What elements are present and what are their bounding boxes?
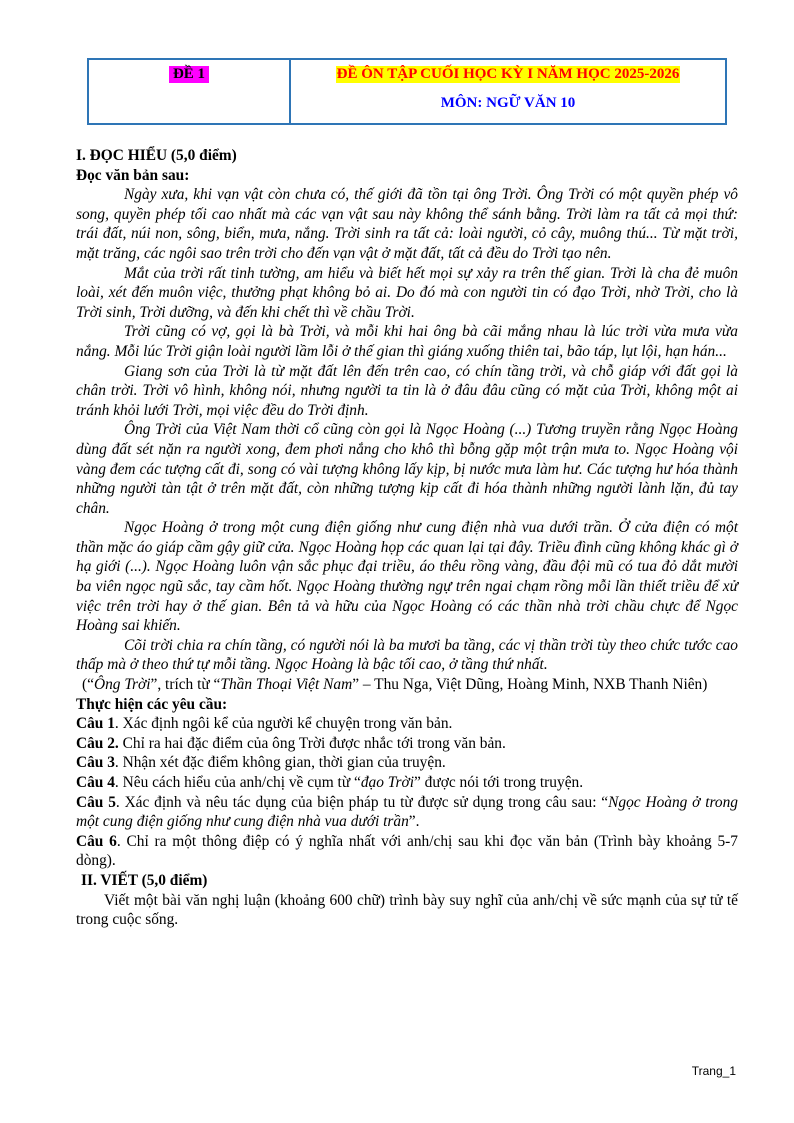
subject-label: MÔN: NGỮ VĂN 10 [440, 95, 576, 111]
question-3: Câu 3. Nhận xét đặc điểm không gian, thời gian của truyện. [76, 754, 446, 772]
question-5: Câu 5. Xác định và nêu tác dụng của biện pháp tu từ được sử dụng trong câu sau: “Ngọc Hoàng ở trong một cung điện giống như cung điện nhà vua dưới trần”. [76, 793, 738, 831]
story-paragraph: Trời cũng có vợ, gọi là bà Trời, và mỗi khi hai ông bà cãi mắng nhau là lúc trời vừa mưa vừa nắng. Mỗi lúc Trời giận loài người lầm lỗi ở thế gian thì giáng xuống thiên tai, bão táp, lụt lội, hạn hán... [76, 323, 738, 360]
section2-title: II. VIẾT (5,0 điểm) [81, 871, 208, 889]
story-paragraph: Giang sơn của Trời là từ mặt đất lên đến trên cao, có chín tầng trời, và chỗ giáp với đất gọi là chân trời. Trời vô hình, không nói, nhưng người ta tin là ở đâu đâu cũng có mặt của Trời, không một ai tránh khỏi lưới Trời, mọi việc đều do Trời định. [76, 362, 738, 419]
exam-title: ĐỀ ÔN TẬP CUỐI HỌC KỲ I NĂM HỌC 2025-2026 [336, 66, 680, 82]
page-number: Trang_1 [691, 1064, 736, 1078]
exam-tag: ĐỀ 1 [169, 66, 209, 83]
exam-tag-cell [88, 59, 290, 124]
section1-title: I. ĐỌC HIỂU (5,0 điểm) [76, 147, 237, 164]
source-book: Thần Thoại Việt Nam [220, 676, 353, 694]
tasks-label: Thực hiện các yêu cầu: [76, 695, 228, 713]
essay-prompt: Viết một bài văn nghị luận (khoảng 600 chữ) trình bày suy nghĩ của anh/chị về sức mạnh của sự tử tế trong cuộc sống. [76, 891, 738, 929]
source-title: Ông Trời [93, 676, 151, 694]
document-body [76, 146, 738, 930]
story-paragraph: Cõi trời chia ra chín tầng, có người nói là ba mươi ba tầng, các vị thần trời tùy theo chức tước cao thấp mà ở theo thứ tự mỗi tầng. Ngọc Hoàng là bậc tối cao, ở tầng thứ nhất. [76, 636, 738, 674]
question-6: Câu 6. Chỉ ra một thông điệp có ý nghĩa nhất với anh/chị sau khi đọc văn bản (Trình bày khoảng 5-7 dòng). [76, 832, 739, 870]
question-4: Câu 4. Nêu cách hiểu của anh/chị về cụm từ “đạo Trời” được nói tới trong truyện. [76, 774, 584, 791]
story-paragraph: Ông Trời của Việt Nam thời cổ cũng còn gọi là Ngọc Hoàng (...) Tương truyền rằng Ngọc Hoàng dùng đất sét nặn ra người xong, đem phơi nắng cho khô thì bỗng gặp một trận mưa to. Ngọc Hoàng vội vàng đem các tượng cất đi, song có vài tượng không lấy kịp, bị nước mưa làm hư. Các tượng hư hóa thành những người tàn tật ở trên mặt đất, còn những tượng kịp cất đi hóa thành những người lành lặn, đủ tay chân. [76, 421, 738, 517]
source-citation: (“Ông Trời”, trích từ “Thần Thoại Việt Nam” – Thu Nga, Việt Dũng, Hoàng Minh, NXB Thanh Niên) [82, 676, 708, 694]
story-paragraph: Ngày xưa, khi vạn vật còn chưa có, thế giới đã tồn tại ông Trời. Ông Trời có một quyền phép vô song, quyền phép tối cao nhất mà các vạn vật sau này không thể sánh bằng. Trời làm ra tất cả mọi thứ: trái đất, núi non, sông, biển, mưa, nắng. Trời sinh ra tất cả: loài người, cỏ cây, muông thú... Từ mặt trời, mặt trăng, các ngôi sao trên trời cho đến vạn vật ở mặt đất, tất cả đều do Trời tạo nên. [76, 186, 738, 262]
exam-header-table [87, 58, 727, 125]
story-paragraph: Mắt của trời rất tinh tường, am hiểu và biết hết mọi sự xảy ra trên thế gian. Trời là cha đẻ muôn loài, xét đến muôn việc, thưởng phạt không bỏ ai. Do đó mà con người tin có đạo Trời, nhờ Trời, cho là Trời sinh, Trời dưỡng, và đến khi chết thì về chầu Trời. [76, 264, 738, 321]
question-1: Câu 1. Xác định ngôi kể của người kể chuyện trong văn bản. [76, 715, 453, 733]
story-paragraph: Ngọc Hoàng ở trong một cung điện giống như cung điện nhà vua dưới trần. Ở cửa điện có một thần mặc áo giáp cầm gậy giữ cửa. Ngọc Hoàng họp các quan lại tại đây. Triều đình cũng không khác gì ở hạ giới (...). Ngọc Hoàng luôn vận sắc phục đại triều, áo thêu rồng vàng, đầu đội mũ có tua đỏ dắt mười ba viên ngọc ngũ sắc, tay cầm hốt. Ngọc Hoàng thường ngự trên ngai chạm rồng mỗi lần thiết triều để xử việc trên trời hay ở thế gian. Bên tả và hữu của Ngọc Hoàng có các thần nhà trời chầu chực để Ngọc Hoàng sai khiến. [76, 519, 738, 635]
exam-title-cell [290, 59, 726, 124]
question-2: Câu 2. Chỉ ra hai đặc điểm của ông Trời được nhắc tới trong văn bản. [76, 734, 506, 752]
read-label: Đọc văn bản sau: [76, 166, 190, 184]
